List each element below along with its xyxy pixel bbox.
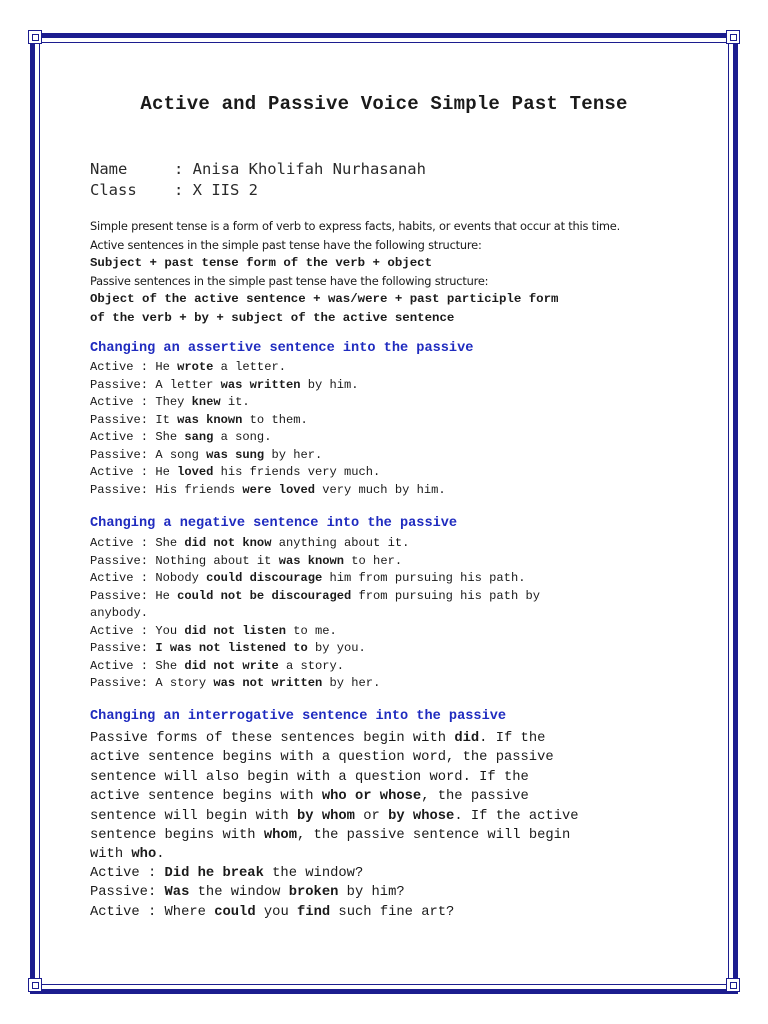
verb-phrase: was written: [220, 377, 301, 392]
sentence-text: Active : She: [90, 658, 185, 673]
class-row: Class : X IIS 2: [90, 181, 258, 199]
example-line: [90, 412, 690, 430]
paragraph-text: . If the active: [454, 808, 579, 824]
sentence-text: Passive: His friends: [90, 482, 243, 497]
paragraph-line: [90, 748, 690, 767]
verb-phrase: was known: [177, 412, 243, 427]
paragraph-text: active sentence begins with: [90, 789, 322, 805]
verb-phrase: find: [297, 904, 331, 920]
verb-phrase: sang: [184, 430, 214, 444]
example-line: [90, 883, 690, 902]
class-label: Class: [90, 181, 137, 199]
sentence-text: to her.: [344, 553, 403, 568]
sentence-text: his friends very much.: [213, 465, 381, 479]
paragraph-line: [90, 845, 690, 864]
keyword: who: [131, 847, 157, 863]
example-line: [90, 864, 690, 883]
passive-structure-formula-line-1: Object of the active sentence + was/were + past participle form: [90, 292, 559, 306]
example-line: [90, 535, 690, 553]
sentence-text: Active : Nobody: [90, 571, 207, 585]
example-line: [90, 482, 690, 500]
verb-phrase: Was: [164, 885, 190, 901]
sentence-text: you: [255, 904, 298, 920]
example-line: [90, 570, 690, 588]
verb-phrase: were loved: [242, 482, 315, 497]
sentence-text: by him?: [338, 885, 405, 901]
paragraph-text: with: [90, 847, 132, 863]
sentence-text: Active : She: [90, 536, 185, 550]
example-line: [90, 623, 690, 641]
sentence-text: to them.: [242, 412, 308, 427]
paragraph-line: [90, 729, 690, 748]
verb-phrase: was known: [278, 553, 345, 568]
sentence-text: such fine art?: [330, 904, 455, 920]
verb-phrase: did not listen: [184, 623, 286, 638]
example-line: [90, 658, 690, 676]
example-line: [90, 447, 690, 465]
active-structure-formula: Subject + past tense form of the verb + object: [90, 256, 433, 270]
example-line: [90, 553, 690, 571]
sentence-text: Active : You: [90, 623, 185, 638]
class-value: X IIS 2: [192, 181, 258, 199]
keyword: did: [454, 731, 480, 746]
verb-phrase: did not write: [184, 658, 279, 673]
paragraph-text: sentence begins with: [90, 828, 264, 843]
paragraph-text: sentence will begin with: [90, 808, 297, 824]
section-title-assertive: Changing an assertive sentence into the passive: [90, 341, 474, 356]
name-label: Name: [90, 160, 128, 178]
keyword: by whom: [297, 808, 355, 824]
sentence-text: by you.: [307, 641, 366, 655]
document-title: Active and Passive Voice Simple Past Tense: [140, 93, 628, 115]
verb-phrase: wrote: [177, 360, 214, 374]
example-line: [90, 605, 690, 623]
example-line: [90, 394, 690, 412]
corner-ornament-bottom-left: [28, 978, 42, 992]
keyword: whom: [263, 828, 297, 843]
name-value: Anisa Kholifah Nurhasanah: [192, 160, 426, 178]
section-title-interrogative: Changing an interrogative sentence into the passive: [90, 709, 507, 724]
paragraph-line: [90, 826, 690, 845]
keyword: by whose: [388, 808, 455, 824]
verb-phrase: could: [214, 904, 256, 920]
paragraph-text: Passive forms of these sentences begin with: [90, 731, 455, 746]
paragraph-line: [90, 768, 690, 787]
paragraph-text: , the passive: [421, 789, 529, 805]
passive-structure-formula-line-2: of the verb + by + subject of the active sentence: [90, 311, 455, 325]
verb-phrase: could discourage: [206, 571, 323, 585]
sentence-text: Passive:: [90, 641, 156, 655]
verb-phrase: broken: [288, 885, 339, 901]
sentence-text: a letter.: [213, 360, 286, 374]
sentence-text: to me.: [285, 623, 337, 638]
sentence-text: Active : Where: [90, 904, 215, 920]
sentence-text: the window: [189, 885, 289, 901]
sentence-text: by her.: [322, 676, 381, 690]
example-line: [90, 588, 690, 606]
sentence-text: a story.: [278, 658, 345, 673]
sentence-text: Passive: He: [90, 588, 178, 603]
paragraph-text: .: [156, 847, 165, 863]
verb-phrase: could not be discouraged: [177, 588, 352, 603]
sentence-text: Active : They: [90, 395, 192, 409]
verb-phrase: I was not listened to: [155, 641, 308, 655]
sentence-text: Passive:: [90, 885, 165, 901]
example-line: [90, 377, 690, 395]
paragraph-text: active sentence begins with a question word, the passive: [90, 750, 554, 766]
verb-phrase: was sung: [206, 447, 265, 462]
verb-phrase: did not know: [184, 536, 272, 550]
sentence-text: anybody.: [90, 606, 149, 620]
sentence-text: by her.: [264, 447, 323, 462]
example-line: [90, 640, 690, 658]
sentence-text: Passive: It: [90, 412, 178, 427]
verb-phrase: knew: [191, 395, 221, 409]
sentence-text: it.: [220, 395, 250, 409]
example-line: [90, 429, 690, 447]
intro-line-3: Passive sentences in the simple past tense have the following structure:: [90, 274, 489, 288]
sentence-text: a song.: [213, 430, 272, 444]
sentence-text: from pursuing his path by: [351, 588, 540, 603]
paragraph-text: or: [354, 808, 389, 824]
paragraph-text: sentence will also begin with a question word. If the: [90, 769, 529, 785]
paragraph-line: [90, 787, 690, 806]
corner-ornament-top-right: [726, 30, 740, 44]
sentence-text: Passive: A story: [90, 676, 214, 690]
example-line: [90, 464, 690, 482]
sentence-text: by him.: [300, 377, 359, 392]
sentence-text: Active : He: [90, 360, 178, 374]
corner-ornament-bottom-right: [726, 978, 740, 992]
paragraph-line: [90, 807, 690, 826]
sentence-text: Passive: A song: [90, 447, 207, 462]
paragraph-text: , the passive sentence will begin: [297, 828, 571, 843]
sentence-text: him from pursuing his path.: [322, 571, 526, 585]
paragraph-text: . If the: [479, 731, 546, 746]
intro-line-2: Active sentences in the simple past tense have the following structure:: [90, 238, 482, 252]
corner-ornament-top-left: [28, 30, 42, 44]
sentence-text: Active : She: [90, 430, 185, 444]
section-title-negative: Changing a negative sentence into the passive: [90, 516, 458, 531]
example-line: [90, 359, 690, 377]
verb-phrase: loved: [177, 465, 214, 479]
verb-phrase: was not written: [213, 676, 323, 690]
sentence-text: Passive: A letter: [90, 377, 221, 392]
sentence-text: anything about it.: [271, 536, 410, 550]
example-line: [90, 675, 690, 693]
sentence-text: Passive: Nothing about it: [90, 553, 279, 568]
keyword: who or whose: [321, 789, 422, 805]
example-line: [90, 903, 690, 922]
sentence-text: Active :: [90, 866, 165, 881]
intro-line-1: Simple present tense is a form of verb to express facts, habits, or events that occur at this time.: [90, 219, 621, 233]
sentence-text: the window?: [263, 866, 364, 881]
verb-phrase: Did he break: [164, 866, 264, 881]
sentence-text: very much by him.: [314, 482, 446, 497]
name-row: Name : Anisa Kholifah Nurhasanah: [90, 160, 426, 178]
sentence-text: Active : He: [90, 465, 178, 479]
